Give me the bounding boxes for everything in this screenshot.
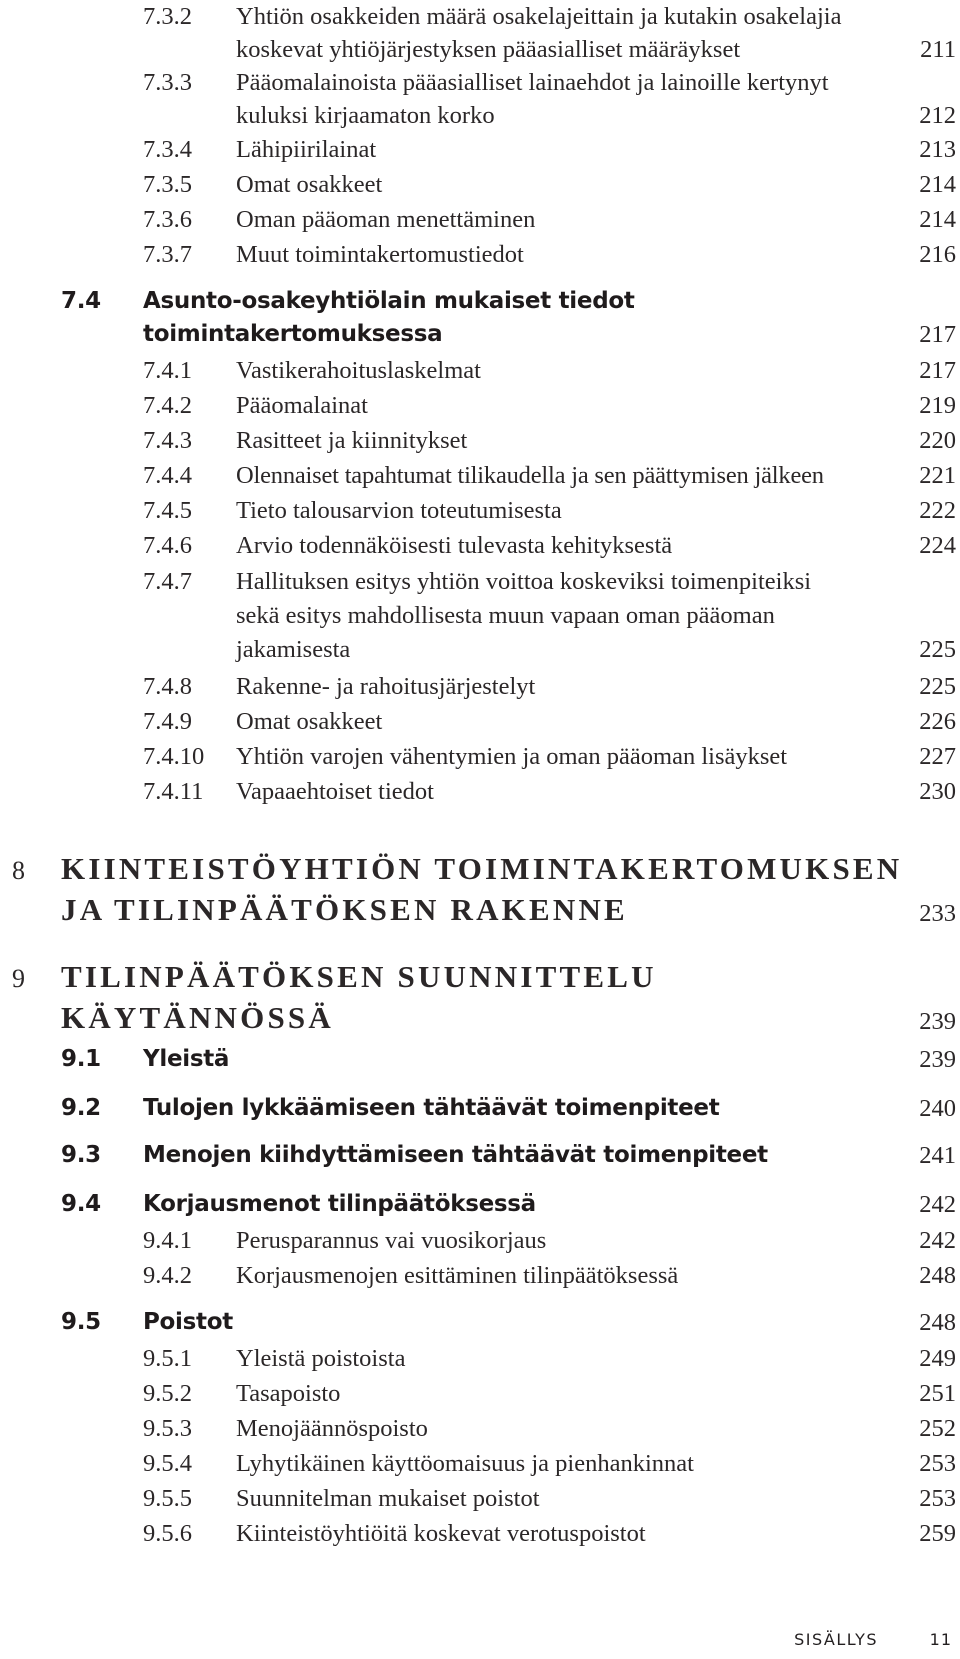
toc-entry-page: 248 [919,1262,956,1289]
toc-entry-title-line: Olennaiset tapahtumat tilikaudella ja sen päättymisen jälkeen [236,462,824,489]
toc-entry [0,238,960,271]
toc-entry-number: 7.3.5 [143,171,192,198]
toc-entry-title-line: Muut toimintakertomustiedot [236,241,524,268]
toc-entry-title-line: Korjausmenojen esittäminen tilinpäätöksessä [236,1262,679,1289]
toc-entry [0,459,960,492]
toc-entry-number: 7.4.11 [143,778,204,805]
toc-entry-number: 9.5.4 [143,1450,192,1477]
toc-section-title-line: Korjausmenot tilinpäätöksessä [143,1191,536,1217]
toc-entry-page: 252 [919,1415,956,1442]
toc-entry-title-line: Menojäännöspoisto [236,1415,428,1442]
toc-entry-page: 220 [919,427,956,454]
toc-entry-page: 242 [919,1227,956,1254]
toc-entry-title-line: Rasitteet ja kiinnitykset [236,427,468,454]
toc-section-page: 240 [919,1095,956,1122]
toc-section-page: 217 [919,321,956,348]
toc-entry-title-line: Lähipiirilainat [236,136,377,163]
toc-entry-page: 225 [919,673,956,700]
toc-section [0,1188,960,1221]
toc-entry-page: 214 [919,206,956,233]
toc-entry-page: 251 [919,1380,956,1407]
toc-entry-title-line: Yhtiön osakkeiden määrä osakelajeittain ja kutakin osakelajia [236,3,842,30]
toc-section-number: 7.4 [61,288,101,314]
toc-entry-title-line: Rakenne- ja rahoitusjärjestelyt [236,673,536,700]
toc-entry-title-line: jakamisesta [236,636,351,663]
toc-entry-number: 7.4.9 [143,708,192,735]
toc-section-number: 9.2 [61,1095,101,1121]
toc-entry-title-line: Kiinteistöyhtiöitä koskevat verotuspoistot [236,1520,646,1547]
toc-chapter-title-line: JA TILINPÄÄTÖKSEN RAKENNE [61,892,628,927]
toc-entry-title-line: Yleistä poistoista [236,1345,406,1372]
toc-entry-number: 7.4.3 [143,427,192,454]
toc-entry-page: 222 [919,497,956,524]
page-footer [0,1630,960,1656]
toc-section-page: 242 [919,1191,956,1218]
toc-entry-number: 7.3.2 [143,3,192,30]
toc-entry-title-line: Perusparannus vai vuosikorjaus [236,1227,547,1254]
toc-section-title-line: Poistot [143,1309,233,1335]
toc-chapter-page: 233 [919,900,956,927]
toc-entry-page: 224 [919,532,956,559]
toc-section [0,1306,960,1339]
toc-section-number: 9.3 [61,1142,101,1168]
toc-entry [0,1259,960,1292]
toc-entry-title-line: Oman pääoman menettäminen [236,206,536,233]
toc-entry-title-line: kuluksi kirjaamaton korko [236,102,495,129]
toc-section-number: 9.5 [61,1309,101,1335]
toc-entry-title-line: Tieto talousarvion toteutumisesta [236,497,562,524]
toc-entry [0,670,960,703]
toc-section [0,1092,960,1125]
toc-entry-number: 7.4.5 [143,497,192,524]
toc-entry-page: 225 [919,636,956,663]
toc-section [0,285,960,351]
toc-entry-number: 9.4.2 [143,1262,192,1289]
toc-entry-page: 217 [919,357,956,384]
toc-entry-number: 9.5.2 [143,1380,192,1407]
toc-section-page: 239 [919,1046,956,1073]
toc-section [0,1139,960,1172]
toc-entry-page: 249 [919,1345,956,1372]
toc-entry-number: 9.5.6 [143,1520,192,1547]
toc-entry-title-line: sekä esitys mahdollisesta muun vapaan oman pääoman [236,602,775,629]
toc-entry-page: 259 [919,1520,956,1547]
toc-entry [0,705,960,738]
toc-entry-page: 213 [919,136,956,163]
toc-entry [0,565,960,667]
toc-entry-number: 7.3.3 [143,69,192,96]
toc-entry-title-line: Pääomalainoista pääasialliset lainaehdot ja lainoille kertynyt [236,69,829,96]
toc-chapter-title-line: KÄYTÄNNÖSSÄ [61,1000,334,1035]
toc-entry-title-line: Lyhytikäinen käyttöomaisuus ja pienhankinnat [236,1450,694,1477]
toc-chapter-page: 239 [919,1008,956,1035]
toc-section-title-line: Tulojen lykkäämiseen tähtäävät toimenpiteet [143,1095,720,1121]
toc-entry-title-line: Omat osakkeet [236,171,383,198]
toc-entry-number: 9.5.3 [143,1415,192,1442]
toc-section-title-line: Yleistä [143,1046,230,1072]
toc-section-number: 9.4 [61,1191,101,1217]
toc-section-title-line: toimintakertomuksessa [143,321,443,347]
toc-entry-number: 7.4.2 [143,392,192,419]
toc-entry [0,424,960,457]
toc-chapter [0,956,960,1038]
toc-entry-number: 7.4.1 [143,357,192,384]
toc-entry [0,203,960,236]
footer-section-label: SISÄLLYS [794,1630,878,1649]
toc-entry-page: 212 [919,102,956,129]
toc-entry-number: 9.5.1 [143,1345,192,1372]
toc-entry-number: 7.4.6 [143,532,192,559]
toc-entry [0,494,960,527]
toc-entry [0,168,960,201]
toc-entry-page: 230 [919,778,956,805]
toc-entry-title-line: Omat osakkeet [236,708,383,735]
toc-entry [0,1482,960,1515]
toc-entry-page: 227 [919,743,956,770]
toc-entry-page: 219 [919,392,956,419]
toc-section-page: 248 [919,1309,956,1336]
toc-chapter-number: 9 [12,964,25,993]
toc-chapter [0,848,960,930]
toc-entry [0,1377,960,1410]
toc-chapter-title-line: TILINPÄÄTÖKSEN SUUNNITTELU [61,959,657,994]
toc-entry-title-line: Vapaaehtoiset tiedot [236,778,434,805]
toc-section-title-line: Menojen kiihdyttämiseen tähtäävät toimenpiteet [143,1142,768,1168]
toc-chapter-number: 8 [12,856,25,885]
toc-entry [0,0,960,66]
toc-entry-number: 7.3.7 [143,241,192,268]
toc-entry [0,66,960,132]
toc-entry-page: 211 [920,36,956,63]
toc-section-title-line: Asunto-osakeyhtiölain mukaiset tiedot [143,288,635,314]
toc-entry [0,740,960,773]
toc-entry-title-line: koskevat yhtiöjärjestyksen pääasialliset määräykset [236,36,741,63]
toc-entry [0,1447,960,1480]
toc-entry [0,775,960,808]
toc-entry [0,1342,960,1375]
toc-entry-number: 9.4.1 [143,1227,192,1254]
toc-entry-title-line: Arvio todennäköisesti tulevasta kehityksestä [236,532,673,559]
toc-entry-number: 7.4.4 [143,462,192,489]
toc-section-number: 9.1 [61,1046,101,1072]
toc-entry-number: 9.5.5 [143,1485,192,1512]
toc-entry-title-line: Hallituksen esitys yhtiön voittoa koskeviksi toimenpiteiksi [236,568,812,595]
toc-entry-page: 226 [919,708,956,735]
toc-entry [0,389,960,422]
toc-entry-number: 7.3.6 [143,206,192,233]
toc-entry-title-line: Pääomalainat [236,392,368,419]
toc-entry-page: 214 [919,171,956,198]
toc-entry-page: 216 [919,241,956,268]
toc-entry-number: 7.4.8 [143,673,192,700]
toc-chapter-title-line: KIINTEISTÖYHTIÖN TOIMINTAKERTOMUKSEN [61,851,903,886]
toc-section-page: 241 [919,1142,956,1169]
toc-entry-title-line: Vastikerahoituslaskelmat [236,357,481,384]
toc-entry [0,529,960,562]
toc-entry [0,1224,960,1257]
toc-entry [0,1412,960,1445]
toc-entry-page: 253 [919,1485,956,1512]
toc-entry-title-line: Yhtiön varojen vähentymien ja oman pääoman lisäykset [236,743,788,770]
toc-entry-title-line: Tasapoisto [236,1380,341,1407]
toc-entry-page: 253 [919,1450,956,1477]
toc-entry-number: 7.4.7 [143,568,192,595]
toc-entry-title-line: Suunnitelman mukaiset poistot [236,1485,540,1512]
footer-page-number: 11 [929,1630,952,1649]
toc-entry [0,1517,960,1550]
toc-entry-page: 221 [919,462,956,489]
toc-entry-number: 7.4.10 [143,743,205,770]
toc-section [0,1043,960,1076]
toc-entry [0,133,960,166]
toc-entry-number: 7.3.4 [143,136,192,163]
toc-entry [0,354,960,387]
